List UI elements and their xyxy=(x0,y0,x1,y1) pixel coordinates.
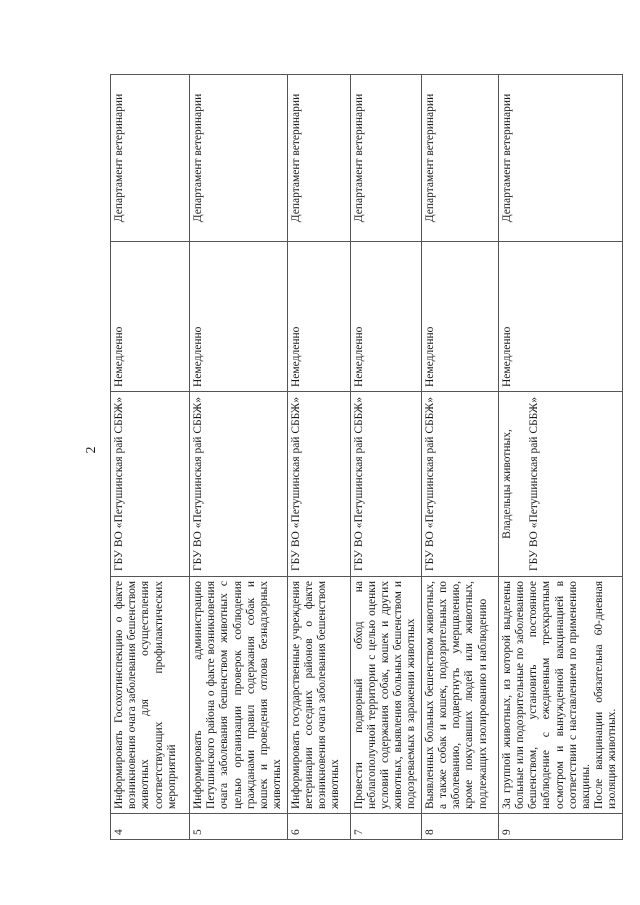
row-number: 9 xyxy=(498,814,622,840)
measure-text: За группой животных, из которой выделены больные или подозрительные по заболеванию бешенством, установить постоянное наблюдение с ежедневным трехкратным осмотром и вынужденной вакцинацией в соответствии с наставлением по применению вакцины. После вакцинации обязательна 60-дневная изоляция животных. xyxy=(498,577,622,814)
department-text: Департамент ветеринарии xyxy=(498,75,622,242)
measure-text: Выявленных больных бешенством животных, а также собак и кошек, подозрительных по заболеванию, подвергнуть умерщвлению, кроме покусавших людей или животных, подлежащих изолированию и наблюдению xyxy=(421,577,498,814)
row-number: 6 xyxy=(287,814,350,840)
term-text: Немедленно xyxy=(498,242,622,392)
term-text: Немедленно xyxy=(287,242,350,392)
term-text: Немедленно xyxy=(111,242,190,392)
department-text: Департамент ветеринарии xyxy=(350,75,421,242)
department-text: Департамент ветеринарии xyxy=(287,75,350,242)
table-row xyxy=(350,75,421,840)
department-text: Департамент ветеринарии xyxy=(111,75,190,242)
responsible-text: ГБУ ВО «Петушинская рай СББЖ» xyxy=(527,397,540,571)
measures-table xyxy=(110,74,623,840)
row-number: 4 xyxy=(111,814,190,840)
row-number: 7 xyxy=(350,814,421,840)
measure-text: Провести подворный обход на неблагополучной территории с целью оценки условий содержания собак, кошек и других животных, выявления больных бешенством и подозреваемых в заражении животных xyxy=(350,577,421,814)
responsible-cell xyxy=(111,392,190,577)
responsible-text: ГБУ ВО «Петушинская рай СББЖ» xyxy=(192,397,204,571)
table-row xyxy=(498,75,622,840)
measure-text: Информировать Госохотинспекцию о факте возникновения очага заболевания бешенством животных для осуществления соответствующих профилактических мероприятий xyxy=(111,577,190,814)
responsible-cell xyxy=(421,392,498,577)
responsible-text: Владельцы животных, xyxy=(500,429,513,539)
department-text: Департамент ветеринарии xyxy=(421,75,498,242)
term-text: Немедленно xyxy=(190,242,288,392)
table-row xyxy=(111,75,190,840)
table-row xyxy=(421,75,498,840)
responsible-text: ГБУ ВО «Петушинская рай СББЖ» xyxy=(423,397,436,571)
rotated-content xyxy=(80,75,620,840)
table-row xyxy=(190,75,288,840)
responsible-cell xyxy=(287,392,350,577)
responsible-text: ГБУ ВО «Петушинская рай СББЖ» xyxy=(113,397,125,571)
row-number: 8 xyxy=(421,814,498,840)
page-number: 2 xyxy=(84,446,99,454)
responsible-text: ГБУ ВО «Петушинская рай СББЖ» xyxy=(289,397,302,571)
table-row xyxy=(287,75,350,840)
row-number: 5 xyxy=(190,814,288,840)
responsible-cell xyxy=(190,392,288,577)
responsible-text: ГБУ ВО «Петушинская рай СББЖ» xyxy=(352,397,365,571)
responsible-cell xyxy=(350,392,421,577)
term-text: Немедленно xyxy=(421,242,498,392)
department-text: Департамент ветеринарии xyxy=(190,75,288,242)
measure-text: Информировать государственные учреждения ветеринарии соседних районов о факте возникновения очага заболевания бешенством животных xyxy=(287,577,350,814)
responsible-cell xyxy=(498,392,622,577)
term-text: Немедленно xyxy=(350,242,421,392)
measure-text: Информировать администрацию Петушинского района о факте возникновения очага заболевания бешенством животных с целью организации проверок соблюдения гражданами правил содержания собак и кошек и проведения отлова безнадзорных животных xyxy=(190,577,288,814)
